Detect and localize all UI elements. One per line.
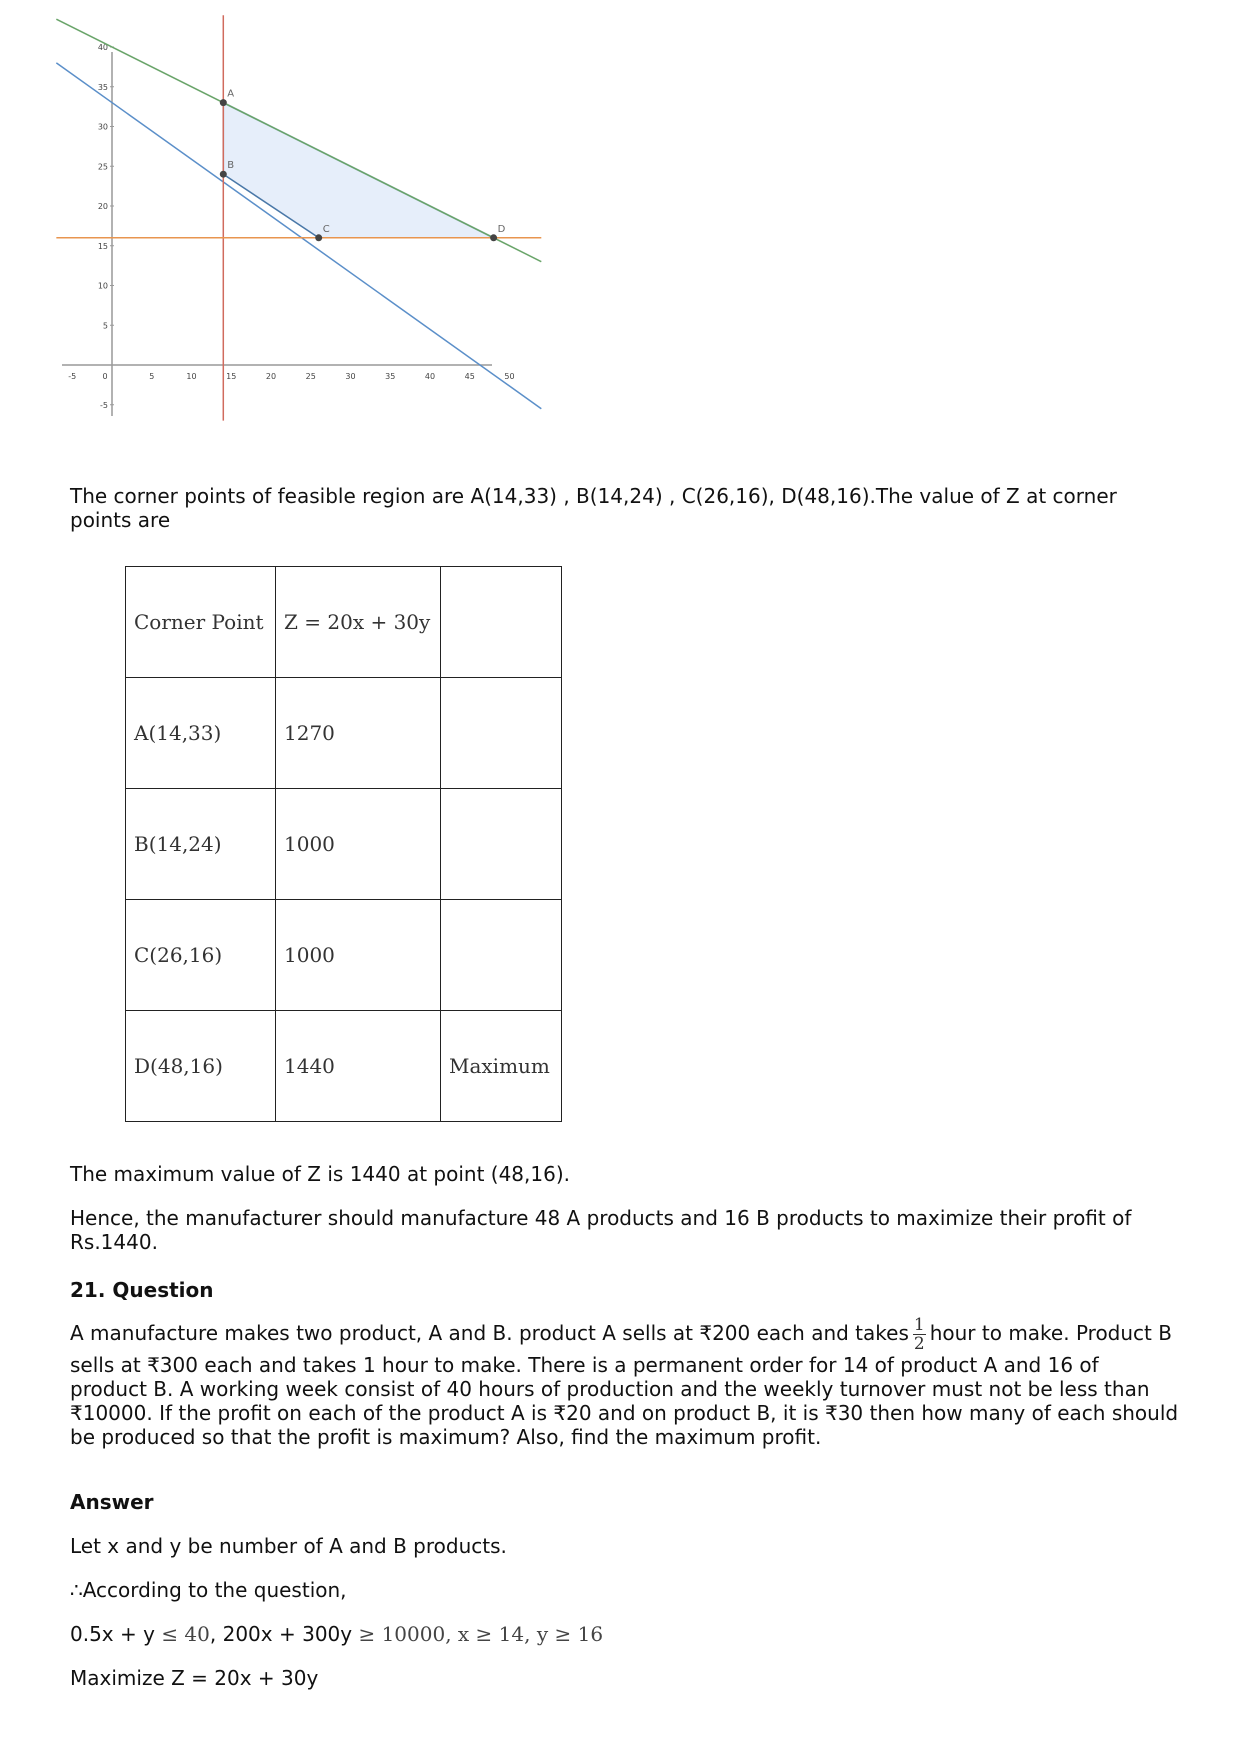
constraint-part-1: 0.5x + y xyxy=(70,1622,155,1646)
question-text-part2: hour to make. Product B sells at ₹300 each and takes 1 hour to make. There is a permanent order for 14 of product A and 16 of product B. A working week consist of 40 hours of production and the weekly turnover must not be less than ₹10000. If the profit on each of the product A is ₹20 and on product B, it is ₹30 then how many of each should be produced so that the profit is maximum? Also, find the maximum profit. xyxy=(70,1321,1179,1449)
feasible-region-graph xyxy=(62,43,515,423)
table-row xyxy=(126,1011,562,1122)
cell-point: C(26,16) xyxy=(126,900,276,1011)
x-tick-label: 25 xyxy=(305,372,316,381)
fraction-half xyxy=(913,1316,926,1353)
x-tick-label: -5 xyxy=(68,372,77,381)
x-tick-label: 5 xyxy=(149,372,155,381)
x-tick-label: 40 xyxy=(424,372,436,381)
header-note xyxy=(441,567,562,678)
x-tick-label: 20 xyxy=(265,372,277,381)
max-value-text: The maximum value of Z is 1440 at point (48,16). xyxy=(70,1162,570,1186)
answer-line-1: Let x and y be number of A and B products. xyxy=(70,1534,507,1558)
cell-z: 1000 xyxy=(276,900,441,1011)
table-row xyxy=(126,678,562,789)
conclusion-text: Hence, the manufacturer should manufacture 48 A products and 16 B products to maximize their profit of Rs.1440. xyxy=(70,1206,1132,1254)
objective-line: Maximize Z = 20x + 30y xyxy=(70,1666,319,1690)
corner-point-label: B xyxy=(227,160,235,172)
constraint-part-4: ≥ 10000, x ≥ 14, y ≥ 16 xyxy=(358,1622,604,1646)
y-tick-label: 5 xyxy=(102,321,108,331)
cell-z: 1000 xyxy=(276,789,441,900)
corner-point-table xyxy=(125,566,562,1122)
cell-note xyxy=(441,678,562,789)
corner-point-label: D xyxy=(497,223,506,235)
header-z-value: Z = 20x + 30y xyxy=(276,567,441,678)
table-row xyxy=(126,789,562,900)
constraint-part-3: , 200x + 300y xyxy=(209,1622,353,1646)
x-tick-label: 45 xyxy=(464,372,475,381)
constraints-line xyxy=(70,1622,1180,1646)
cell-z: 1270 xyxy=(276,678,441,789)
y-tick-label: 35 xyxy=(97,82,108,92)
cell-note: Maximum xyxy=(441,1011,562,1122)
question-text xyxy=(70,1316,1180,1449)
y-tick-label: 30 xyxy=(97,122,108,132)
cell-point: B(14,24) xyxy=(126,789,276,900)
corner-point-label: C xyxy=(322,223,330,235)
table-header-row xyxy=(126,567,562,678)
x-tick-label: 30 xyxy=(345,372,356,381)
cell-note xyxy=(441,900,562,1011)
cell-point: A(14,33) xyxy=(126,678,276,789)
cell-point: D(48,16) xyxy=(126,1011,276,1122)
y-tick-label: 25 xyxy=(97,162,108,172)
corner-point-B xyxy=(220,171,227,178)
constraint-part-2: ≤ 40 xyxy=(161,1622,210,1646)
y-tick-label: 40 xyxy=(97,43,108,52)
y-tick-label: 10 xyxy=(97,281,108,291)
intro-text: The corner points of feasible region are A(14,33) , B(14,24) , C(26,16), D(48,16).The value of Z at corner points are xyxy=(70,484,1117,532)
question-heading: 21. Question xyxy=(70,1278,214,1302)
corner-point-C xyxy=(315,234,322,241)
corner-point-A xyxy=(220,99,227,106)
x-tick-label: 35 xyxy=(385,372,396,381)
y-tick-label: -5 xyxy=(100,400,108,410)
corner-point-D xyxy=(490,234,497,241)
question-text-part1: A manufacture makes two product, A and B. product A sells at ₹200 each and takes xyxy=(70,1321,909,1345)
y-tick-label: 20 xyxy=(97,202,108,211)
answer-line-2: ∴According to the question, xyxy=(70,1578,347,1602)
x-tick-label: 0 xyxy=(102,372,108,381)
table-row xyxy=(126,900,562,1011)
header-corner-point: Corner Point xyxy=(126,567,276,678)
x-tick-label: 15 xyxy=(226,372,237,381)
cell-note xyxy=(441,789,562,900)
corner-point-label: A xyxy=(227,88,235,100)
answer-heading: Answer xyxy=(70,1490,154,1514)
fraction-numerator: 1 xyxy=(913,1315,925,1335)
cell-z: 1440 xyxy=(276,1011,441,1122)
y-tick-label: 15 xyxy=(97,241,108,251)
fraction-denominator: 2 xyxy=(913,1334,925,1354)
x-tick-label: 50 xyxy=(504,372,515,381)
x-tick-label: 10 xyxy=(186,372,197,381)
